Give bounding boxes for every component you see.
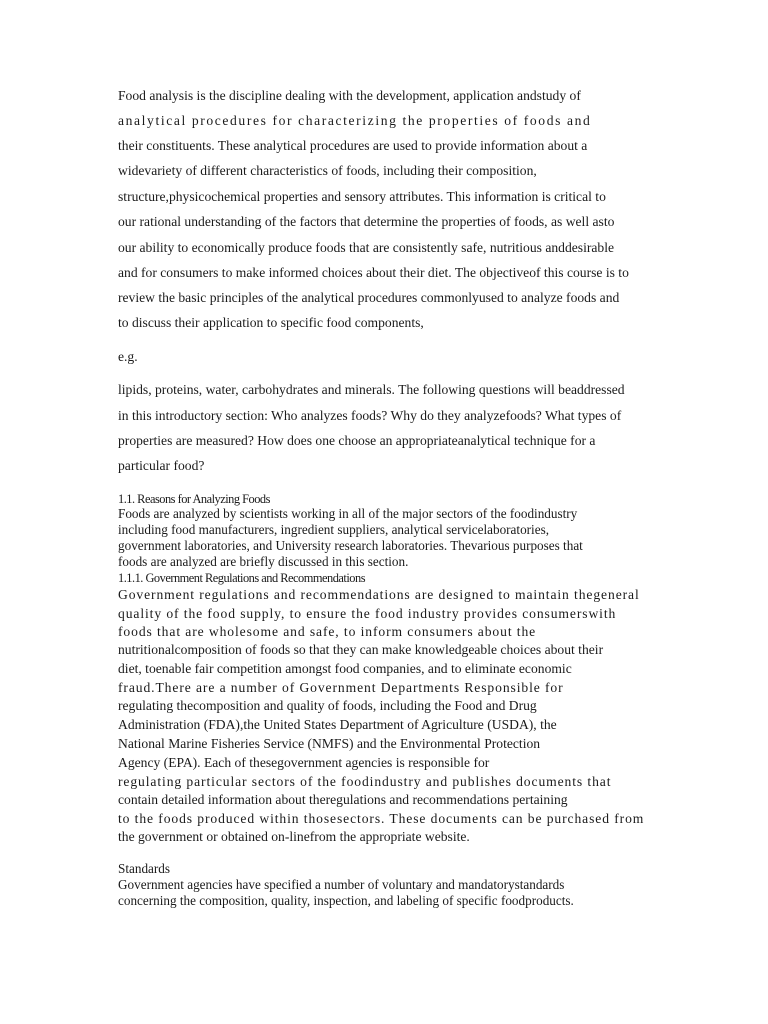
government-line: nutritionalcomposition of foods so that they can make knowledgeable choices about their bbox=[118, 642, 604, 657]
paragraph-1-line: and for consumers to make informed choices about their diet. The objectiveof this course is to bbox=[118, 265, 629, 280]
government-line: foods that are wholesome and safe, to inform consumers about the bbox=[118, 624, 537, 639]
paragraph-1-line: structure,physicochemical properties and sensory attributes. This information is critical to bbox=[118, 189, 606, 204]
reasons-line: foods are analyzed are briefly discussed in this section. bbox=[118, 554, 409, 569]
government-line: regulating thecomposition and quality of foods, including the Food and Drug bbox=[118, 698, 537, 713]
paragraph-2-line: properties are measured? How does one choose an appropriateanalytical technique for a bbox=[118, 433, 596, 448]
section-heading-standards: Standards bbox=[118, 861, 171, 876]
reasons-line: Foods are analyzed by scientists working in all of the major sectors of the foodindustry bbox=[118, 506, 578, 521]
paragraph-2-line: lipids, proteins, water, carbohydrates and minerals. The following questions will beaddressed bbox=[118, 382, 625, 397]
paragraph-1-line: their constituents. These analytical procedures are used to provide information about a bbox=[118, 138, 588, 153]
government-line: National Marine Fisheries Service (NMFS) and the Environmental Protection bbox=[118, 736, 541, 751]
eg-label: e.g. bbox=[118, 349, 138, 364]
paragraph-1-line: our rational understanding of the factors that determine the properties of foods, as well asto bbox=[118, 214, 615, 229]
government-line: diet, toenable fair competition amongst food companies, and to eliminate economic bbox=[118, 661, 572, 676]
government-line: contain detailed information about theregulations and recommendations pertaining bbox=[118, 792, 568, 807]
paragraph-1-line: our ability to economically produce foods that are consistently safe, nutritious anddesirable bbox=[118, 240, 615, 255]
paragraph-2-line: particular food? bbox=[118, 458, 205, 473]
reasons-line: government laboratories, and University research laboratories. Thevarious purposes that bbox=[118, 538, 583, 553]
paragraph-1-line: widevariety of different characteristics of foods, including their composition, bbox=[118, 163, 537, 178]
government-line: the government or obtained on-linefrom the appropriate website. bbox=[118, 829, 470, 844]
standards-line: Government agencies have specified a number of voluntary and mandatorystandards bbox=[118, 877, 565, 892]
reasons-line: including food manufacturers, ingredient suppliers, analytical servicelaboratories, bbox=[118, 522, 550, 537]
section-heading-government: 1.1.1. Government Regulations and Recommendations bbox=[118, 571, 366, 585]
government-line: to the foods produced within thosesectors. These documents can be purchased from bbox=[118, 811, 645, 826]
section-heading-reasons: 1.1. Reasons for Analyzing Foods bbox=[118, 492, 270, 506]
government-line: Agency (EPA). Each of thesegovernment agencies is responsible for bbox=[118, 755, 490, 770]
paragraph-1-line: to discuss their application to specific food components, bbox=[118, 315, 424, 330]
paragraph-2-line: in this introductory section: Who analyzes foods? Why do they analyzefoods? What types of bbox=[118, 408, 622, 423]
government-line: Government regulations and recommendations are designed to maintain thegeneral bbox=[118, 587, 640, 602]
government-line: regulating particular sectors of the foodindustry and publishes documents that bbox=[118, 774, 612, 789]
paragraph-1-line: analytical procedures for characterizing the properties of foods and bbox=[118, 113, 592, 128]
paragraph-1-line: Food analysis is the discipline dealing with the development, application andstudy of bbox=[118, 88, 581, 103]
government-line: fraud.There are a number of Government Departments Responsible for bbox=[118, 680, 564, 695]
government-line: Administration (FDA),the United States Department of Agriculture (USDA), the bbox=[118, 717, 557, 732]
government-line: quality of the food supply, to ensure the food industry provides consumerswith bbox=[118, 606, 617, 621]
standards-line: concerning the composition, quality, inspection, and labeling of specific foodproducts. bbox=[118, 893, 574, 908]
paragraph-1-line: review the basic principles of the analytical procedures commonlyused to analyze foods and bbox=[118, 290, 620, 305]
